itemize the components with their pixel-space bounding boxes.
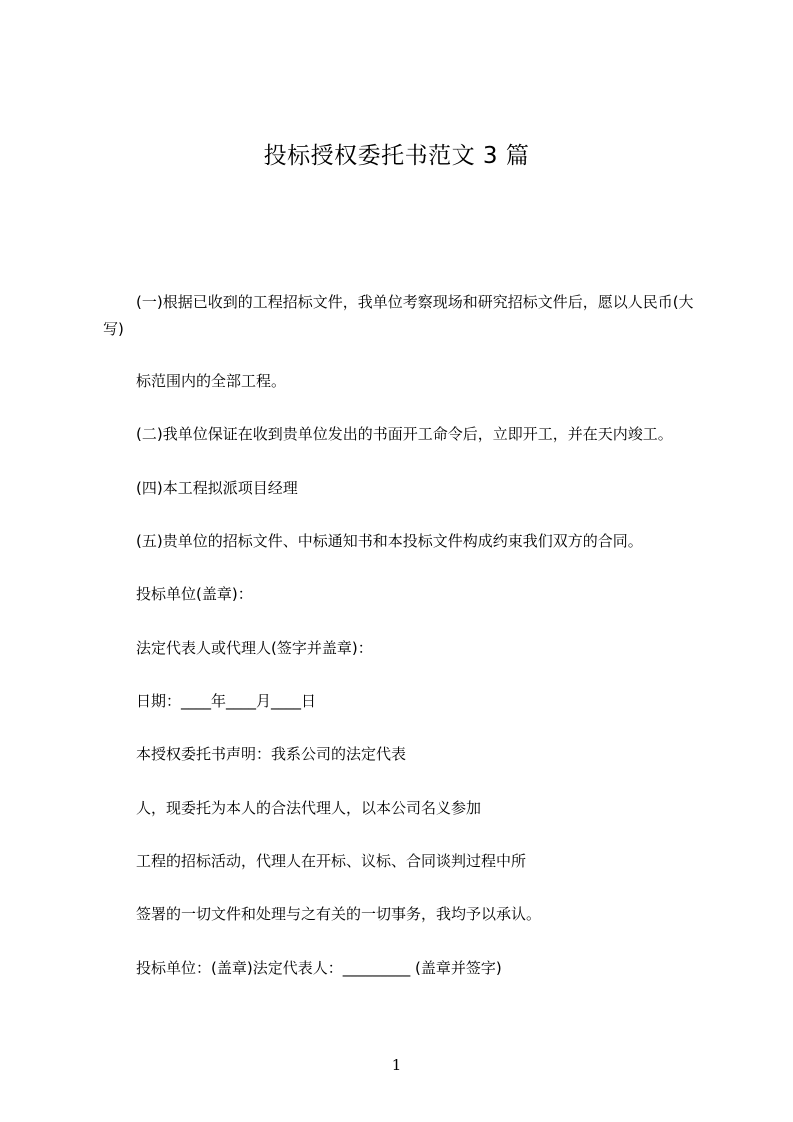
- authorization-statement-line-2: 人，现委托为本人的合法代理人，以本公司名义参加: [136, 799, 482, 817]
- paragraph-start-guarantee: (二)我单位保证在收到贵单位发出的书面开工命令后，立即开工，并在天内竣工。: [136, 425, 673, 443]
- authorization-statement-line-1: 本授权委托书声明：我系公司的法定代表: [136, 745, 407, 763]
- document-title: 投标授权委托书范文 3 篇: [263, 143, 530, 169]
- authorization-statement-line-4: 签署的一切文件和处理与之有关的一切事务，我均予以承认。: [136, 905, 542, 923]
- representative-signature-line: 法定代表人或代理人(签字并盖章)：: [136, 639, 373, 657]
- paragraph-bid-price: (一)根据已收到的工程招标文件，我单位考察现场和研究招标文件后，愿以人民币(大写): [103, 293, 694, 338]
- date-line: 日期：____年____月____日: [136, 692, 317, 710]
- paragraph-contract: (五)贵单位的招标文件、中标通知书和本投标文件构成约束我们双方的合同。: [136, 532, 643, 550]
- page-number: 1: [391, 1056, 402, 1074]
- bidder-representative-line: 投标单位：(盖章)法定代表人：_________ (盖章并签字): [136, 959, 502, 977]
- bidder-seal-line: 投标单位(盖章)：: [136, 585, 253, 603]
- paragraph-project-manager: (四)本工程拟派项目经理: [136, 479, 298, 497]
- paragraph-bid-scope: 标范围内的全部工程。: [136, 372, 287, 390]
- authorization-statement-line-3: 工程的招标活动，代理人在开标、议标、合同谈判过程中所: [136, 852, 527, 870]
